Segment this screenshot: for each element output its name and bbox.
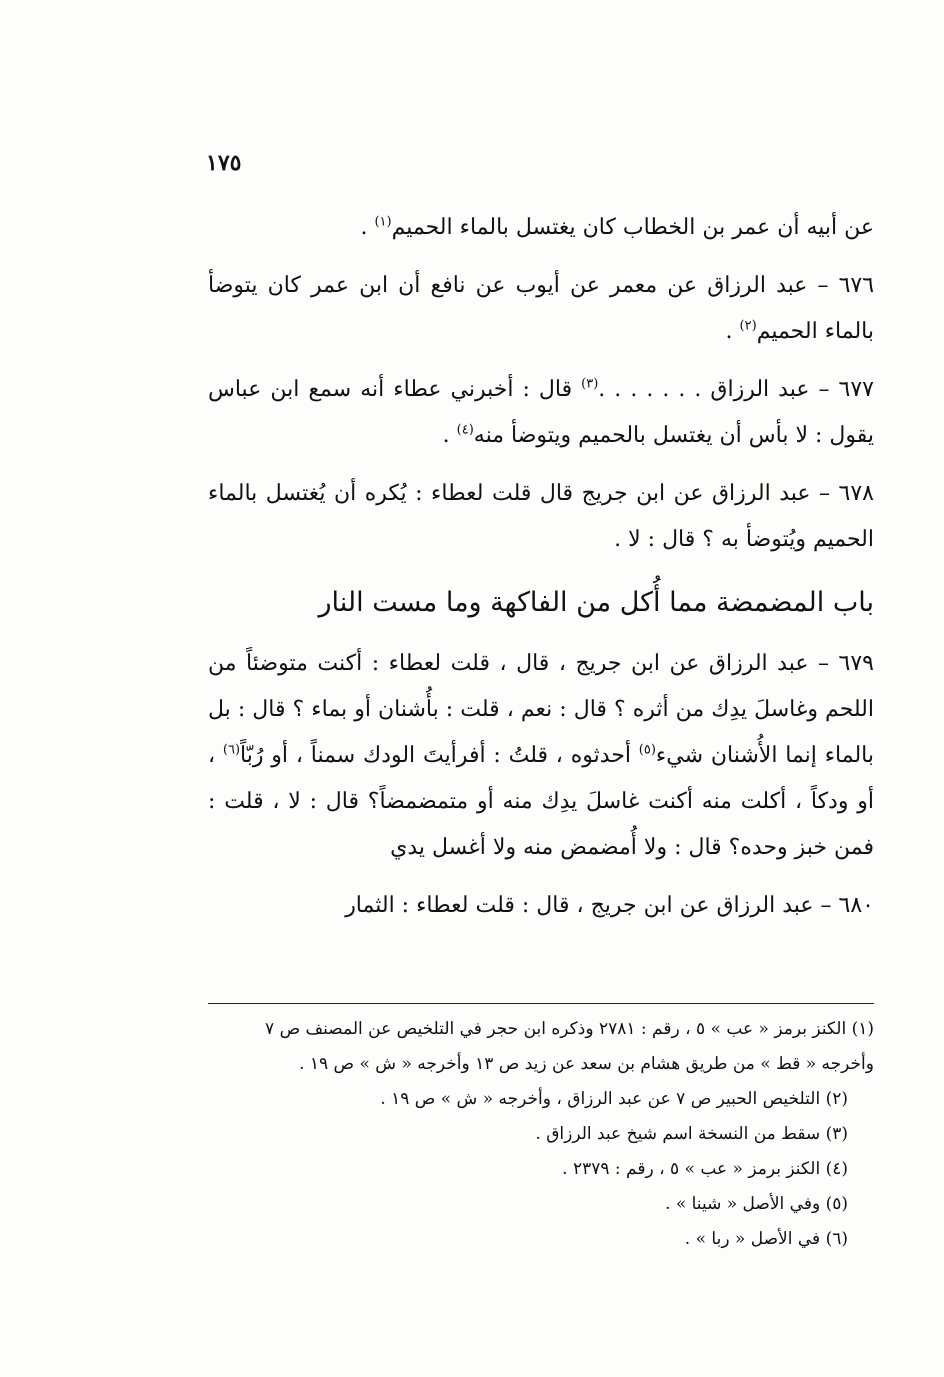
paragraph-text: قال : أخبرني عطاء أنه سمع ابن عباس يقول : لا بأس أن يغتسل بالحميم ويتوضأ منه (208, 377, 874, 448)
footnote-ref: (٤) (456, 422, 474, 438)
footnote-ref: (٢) (739, 318, 757, 334)
paragraph-text: ٦٧٧ – عبد الرزاق . . . . . . . (598, 377, 874, 402)
footnote-text: الكنز برمز « عب » ٥ ، رقم : ٢٧٨١ وذكره ابن حجر في التلخيص عن المصنف ص ٧ وأخرجه « قط » من طريق هشام بن سعد عن زيد ص ١٣ وأخرجه « ش » ص ١٩ . (265, 1019, 874, 1074)
paragraph-text: ٦٧٦ – عبد الرزاق عن معمر عن أيوب عن نافع أن ابن عمر كان يتوضأ بالماء الحميم (208, 273, 875, 344)
footnote (208, 1187, 874, 1222)
footnote (208, 1082, 874, 1117)
footnote-text: سقط من النسخة اسم شيخ عبد الرزاق . (535, 1124, 821, 1144)
paragraph-675-end (208, 205, 874, 251)
footnote-text: في الأصل « ربا » . (684, 1229, 821, 1249)
paragraph-text: ٦٨٠ – عبد الرزاق عن ابن جريج ، قال : قلت لعطاء : الثمار (345, 893, 874, 918)
paragraph-679 (208, 641, 874, 871)
footnote-number: (٥) (825, 1194, 848, 1214)
footnote (208, 1012, 874, 1082)
paragraph-677 (208, 367, 874, 459)
footnote-ref: (٥) (638, 742, 656, 758)
paragraph-text: ، أو ودكاً ، أكلت منه أكنت غاسلَ يدِك منه أو متمضمضاً؟ قال : لا ، قلت : فمن خبز وحده؟ قال : ولا أُمضمض منه ولا أغسل يدي (208, 743, 874, 860)
footnotes (208, 1012, 874, 1257)
footnote-text: الكنز برمز « عب » ٥ ، رقم : ٢٣٧٩ . (562, 1159, 821, 1179)
page-number: ١٧٥ (206, 150, 242, 176)
paragraph-text: أحدثوه ، قلتُ : أفرأيتَ الودك سمناً ، أو رُبّاً (240, 743, 639, 768)
paragraph-680 (208, 883, 874, 929)
footnote (208, 1117, 874, 1152)
footnote-number: (٢) (825, 1089, 848, 1109)
footnote (208, 1152, 874, 1187)
paragraph-tail: . (360, 215, 375, 240)
footnote (208, 1222, 874, 1257)
main-text (208, 205, 874, 929)
footnote-number: (٦) (825, 1229, 848, 1249)
paragraph-676 (208, 263, 874, 355)
footnote-number: (١) (851, 1019, 874, 1039)
footnote-number: (٤) (825, 1159, 848, 1179)
footnote-text: التلخيص الحبير ص ٧ عن عبد الرزاق ، وأخرجه « ش » ص ١٩ . (380, 1089, 821, 1109)
paragraph-text: ٦٧٩ – عبد الرزاق عن ابن جريج ، قال ، قلت لعطاء : أكنت متوضئاً من اللحم وغاسلَ يدِك من أثره ؟ قال : نعم ، قلت : بأُشنان أو بماء ؟ قال : بل بالماء إنما الأُشنان شيء (208, 651, 874, 768)
paragraph-678 (208, 471, 874, 563)
paragraph-text: ٦٧٨ – عبد الرزاق عن ابن جريج قال قلت لعطاء : يُكره أن يُغتسل بالماء الحميم ويُتوضأ به ؟ قال : لا . (208, 481, 874, 552)
paragraph-tail: . (442, 423, 457, 448)
section-heading: باب المضمضة مما أُكل من الفاكهة وما مست النار (318, 587, 874, 618)
footnote-text: وفي الأصل « شينا » . (665, 1194, 821, 1214)
footnote-number: (٣) (825, 1124, 848, 1144)
footnote-ref: (١) (374, 214, 392, 230)
footnote-ref: (٣) (581, 376, 599, 392)
footnote-ref: (٦) (222, 742, 241, 758)
paragraph-tail: . (725, 319, 740, 344)
paragraph-text: عن أبيه أن عمر بن الخطاب كان يغتسل بالماء الحميم (391, 215, 874, 240)
footnote-divider (208, 1003, 874, 1004)
